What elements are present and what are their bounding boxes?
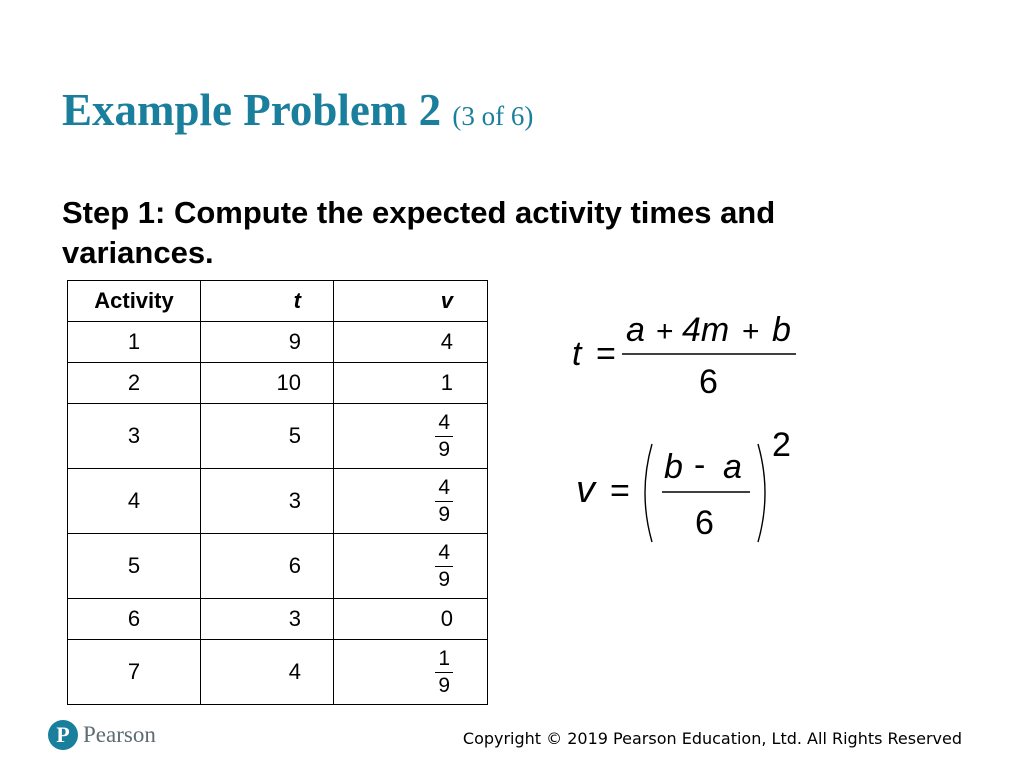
cell-activity: 4	[68, 469, 201, 534]
table-row	[68, 322, 488, 363]
cell-activity: 3	[68, 404, 201, 469]
formula-variance	[576, 426, 791, 542]
cell-activity: 6	[68, 599, 201, 640]
formula-v-lhs: v	[576, 469, 595, 511]
fraction	[435, 476, 453, 527]
right-paren-icon	[758, 444, 765, 542]
cell-v: 4	[334, 322, 488, 363]
formula-t-lhs: t	[572, 335, 582, 373]
formula-t-plus-1: +	[656, 315, 674, 348]
header-v: v	[334, 281, 488, 322]
slide-title	[62, 84, 533, 136]
fraction-denominator: 9	[438, 502, 450, 526]
cell-v	[334, 534, 488, 599]
copyright-notice: Copyright © 2019 Pearson Education, Ltd. All Rights Reserved	[462, 729, 962, 748]
cell-t: 9	[201, 322, 334, 363]
fraction-numerator: 1	[435, 647, 453, 673]
fraction-denominator: 9	[438, 567, 450, 591]
fraction-numerator: 4	[435, 476, 453, 502]
header-t: t	[201, 281, 334, 322]
header-activity: Activity	[68, 281, 201, 322]
left-paren-icon	[645, 444, 652, 542]
fraction-numerator: 4	[435, 541, 453, 567]
fraction	[435, 411, 453, 462]
cell-t: 5	[201, 404, 334, 469]
activity-table	[67, 280, 488, 705]
table-row	[68, 404, 488, 469]
formula-v-minus: -	[694, 446, 706, 484]
table-row	[68, 469, 488, 534]
table-row	[68, 640, 488, 705]
cell-activity: 2	[68, 363, 201, 404]
cell-activity: 1	[68, 322, 201, 363]
fraction-denominator: 9	[438, 437, 450, 461]
pearson-logo	[48, 720, 156, 750]
formula-t-num-a: a	[626, 311, 645, 349]
cell-v	[334, 640, 488, 705]
cell-v	[334, 469, 488, 534]
formula-v-denominator: 6	[695, 504, 714, 542]
fraction-denominator: 9	[438, 673, 450, 697]
title-main: Example Problem 2	[62, 85, 442, 135]
fraction	[435, 647, 453, 698]
cell-t: 6	[201, 534, 334, 599]
formula-t-equals: =	[596, 335, 616, 373]
cell-t: 10	[201, 363, 334, 404]
formulas-panel	[560, 296, 820, 566]
cell-v: 1	[334, 363, 488, 404]
formula-v-num-a: a	[723, 448, 742, 486]
formula-svg	[560, 296, 820, 566]
cell-v	[334, 404, 488, 469]
step-instruction: Step 1: Compute the expected activity times and variances.	[62, 195, 776, 270]
formula-t-num-4m: 4m	[682, 311, 730, 349]
cell-t: 4	[201, 640, 334, 705]
formula-t-plus-2: +	[742, 315, 760, 348]
formula-v-exponent: 2	[772, 426, 791, 464]
fraction	[435, 541, 453, 592]
cell-t: 3	[201, 469, 334, 534]
pearson-logo-icon: P	[48, 720, 78, 750]
title-subtitle: (3 of 6)	[452, 101, 534, 131]
formula-v-num-b: b	[664, 448, 683, 486]
table-row	[68, 599, 488, 640]
fraction-numerator: 4	[435, 411, 453, 437]
cell-t: 3	[201, 599, 334, 640]
pearson-logo-text: Pearson	[83, 722, 156, 747]
cell-activity: 5	[68, 534, 201, 599]
cell-v: 0	[334, 599, 488, 640]
formula-expected-time	[572, 311, 796, 401]
formula-t-num-b: b	[772, 311, 791, 349]
table-header-row	[68, 281, 488, 322]
formula-t-denominator: 6	[699, 363, 718, 401]
table-row	[68, 363, 488, 404]
table-row	[68, 534, 488, 599]
slide-footer	[0, 712, 1024, 768]
cell-activity: 7	[68, 640, 201, 705]
formula-v-equals: =	[610, 472, 630, 510]
